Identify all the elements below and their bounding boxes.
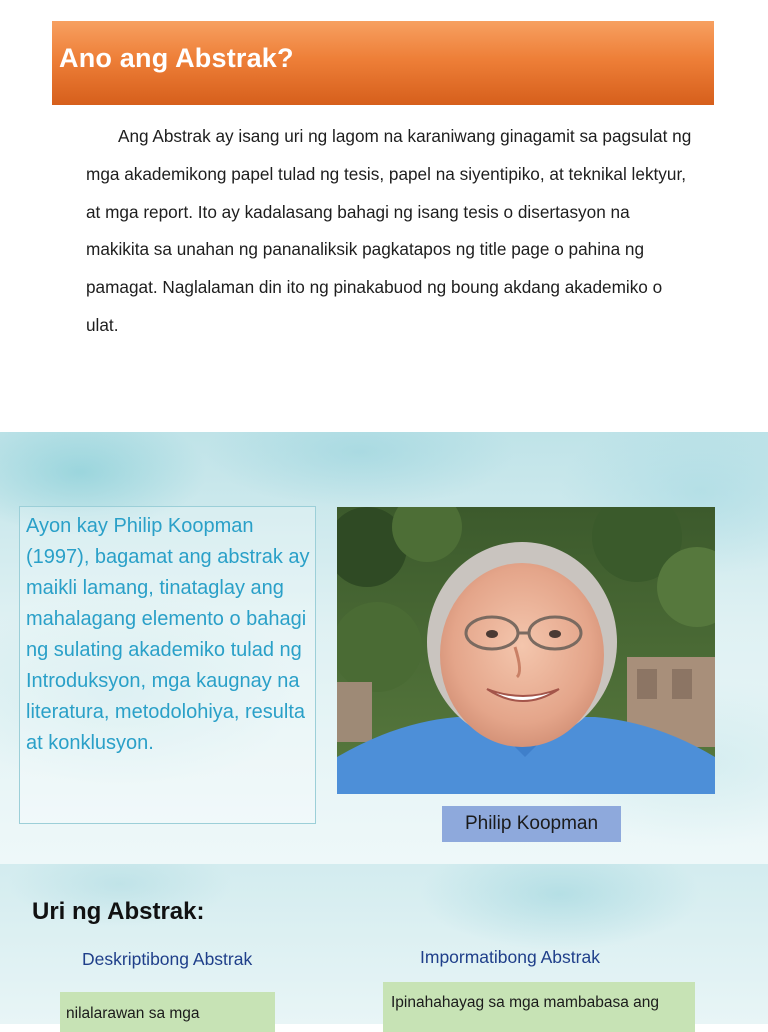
portrait-illustration <box>337 507 715 794</box>
photo-caption: Philip Koopman <box>464 813 599 834</box>
portrait-photo <box>337 507 715 794</box>
quote-text: Ayon kay Philip Koopman (1997), bagamat ang abstrak ay maikli lamang, tinataglay ang mahalagang elemento o bahagi ng sulating akademiko tulad ng Introduksyon, mga kaugnay na literatura, metodolohiya, resulta at konklusyon. <box>26 515 310 754</box>
quote-box <box>19 506 316 824</box>
slide-title: Ano ang Abstrak? <box>59 43 294 73</box>
informative-text: Ipinahahayag sa mga mambabasa ang <box>391 994 659 1011</box>
photo-caption-box <box>442 806 621 842</box>
descriptive-box <box>60 992 275 1032</box>
title-bar <box>52 21 714 105</box>
definition-paragraph: Ang Abstrak ay isang uri ng lagom na karaniwang ginagamit sa pagsulat ng mga akademikong papel tulad ng tesis, papel na siyentipiko, at teknikal lektyur, at mga report. Ito ay kadalasang bahagi ng isang tesis o disertasyon na makikita sa unahan ng pananaliksik pagkatapos ng title page o pahina ng pamagat. Naglalaman din ito ng pinakabuod ng boung akdang akademiko o ulat. <box>86 126 692 335</box>
informative-heading: Impormatibong Abstrak <box>420 947 600 967</box>
informative-box <box>383 982 695 1032</box>
slide-types-of-abstract <box>0 864 768 1024</box>
descriptive-text: nilalarawan sa mga <box>66 1005 200 1022</box>
types-title: Uri ng Abstrak: <box>32 898 205 925</box>
descriptive-heading: Deskriptibong Abstrak <box>82 949 253 969</box>
slide-what-is-abstract <box>0 0 768 432</box>
slide-koopman-quote <box>0 432 768 864</box>
